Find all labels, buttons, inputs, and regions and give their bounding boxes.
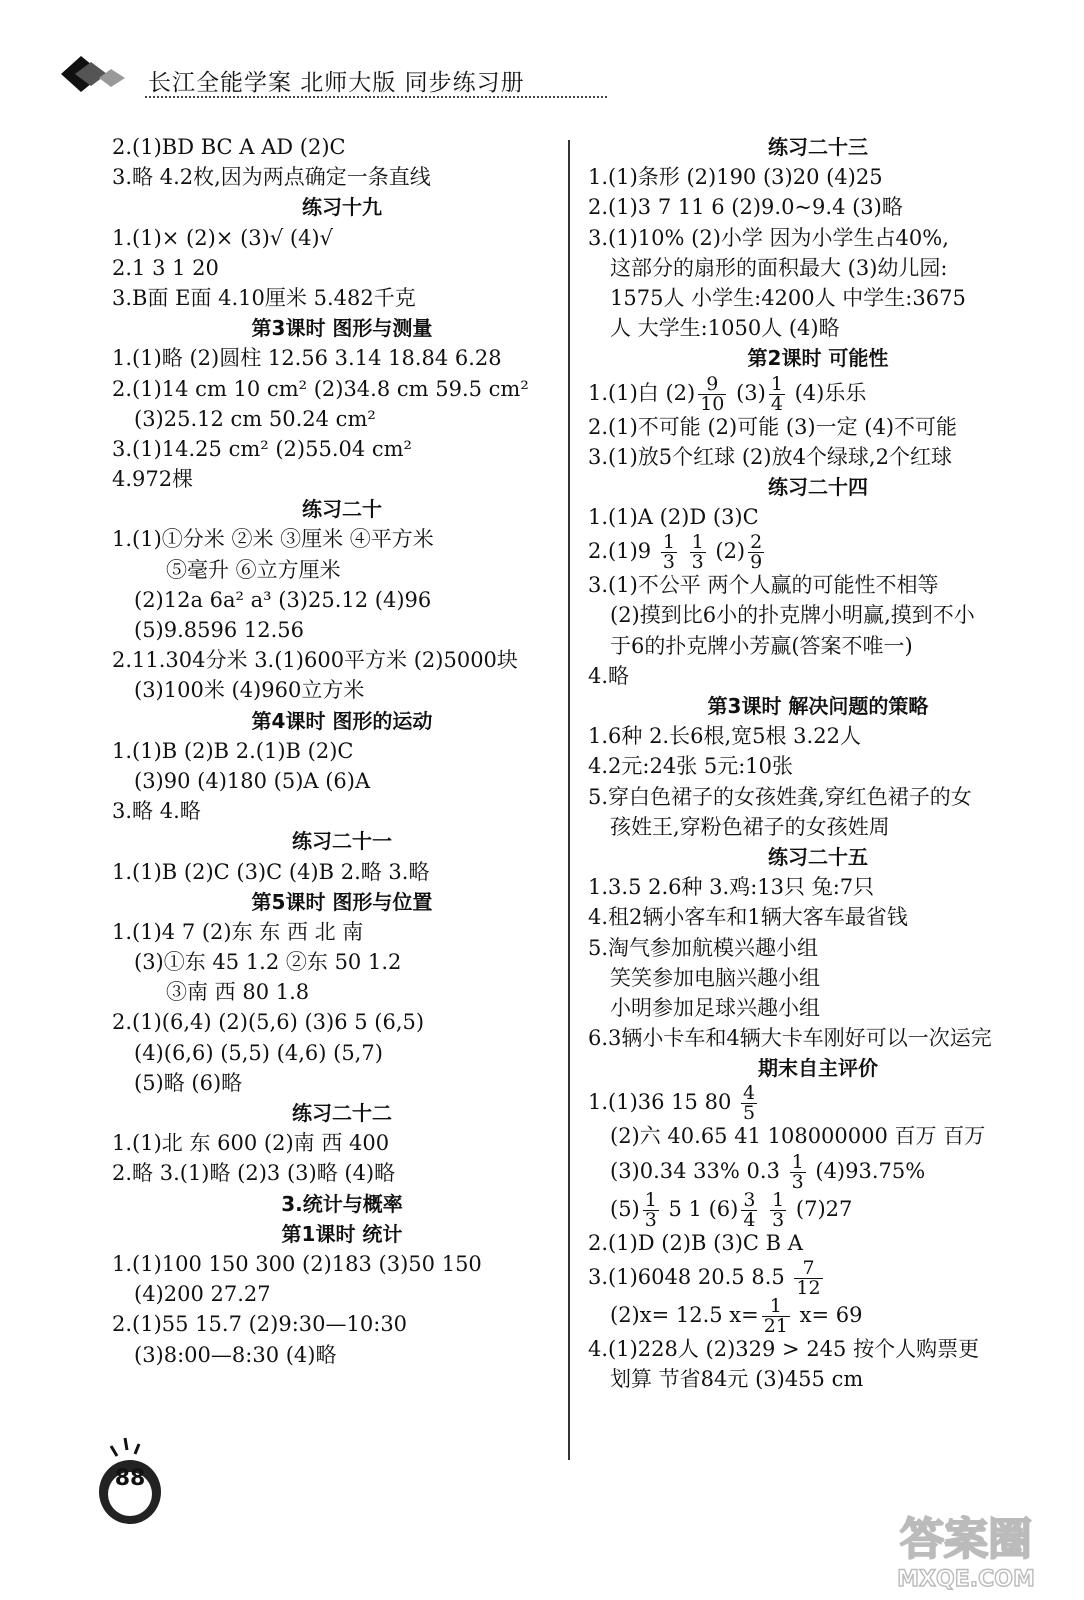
section-title: 练习二十 [302, 497, 382, 522]
column-divider [568, 140, 570, 1460]
answer-line: 3.(1)14.25 cm² (2)55.04 cm² [112, 436, 412, 461]
fraction-denominator: 21 [763, 1314, 788, 1337]
answer-line: 6.3辆小卡车和4辆大卡车刚好可以一次运完 [588, 1026, 992, 1051]
answer-text: 1.(1)36 15 80 [588, 1090, 738, 1115]
section-title: 第4课时 图形的运动 [251, 708, 433, 733]
answer-line: 2.(1)3 7 11 6 (2)9.0~9.4 (3)略 [588, 195, 903, 220]
answer-line: 2.(1)(6,4) (2)(5,6) (3)6 5 (6,5) [112, 1010, 425, 1035]
fraction-numerator: 2 [750, 531, 763, 554]
book-logo-icon [55, 52, 141, 96]
answer-text: (2)x= 12.5 x= [610, 1302, 759, 1327]
watermark-logo [866, 1502, 1066, 1592]
answer-line: 4.略 [588, 663, 630, 688]
answer-line: 4.972棵 [112, 467, 194, 492]
section-title: 练习二十三 [768, 135, 868, 159]
answer-text: (5) [610, 1196, 640, 1221]
answer-line: 2.略 3.(1)略 (2)3 (3)略 (4)略 [112, 1161, 396, 1186]
section-title: 第3课时 解决问题的策略 [707, 694, 929, 718]
answer-line: 1.(1)A (2)D (3)C [588, 505, 759, 530]
answer-line: (3)①东 45 1.2 ②东 50 1.2 [134, 950, 402, 975]
fraction-numerator: 1 [691, 531, 704, 554]
fraction [770, 1188, 786, 1231]
fraction [741, 1188, 757, 1231]
answer-line: 1.(1)B (2)C (3)C (4)B 2.略 3.略 [112, 859, 430, 884]
answer-line: 1.(1)B (2)B 2.(1)B (2)C [112, 738, 354, 763]
fraction [762, 1294, 790, 1337]
answer-text: 2.(1)9 [588, 539, 658, 564]
answer-line: 1.(1)北 东 600 (2)南 西 400 [112, 1131, 390, 1156]
fraction-denominator: 3 [772, 1208, 785, 1231]
fraction-numerator: 9 [698, 375, 726, 395]
answer-text: (4)93.75% [808, 1158, 926, 1183]
answer-text: (7)27 [789, 1196, 853, 1221]
header-rule [145, 96, 607, 98]
answer-line: 2.(1)14 cm 10 cm² (2)34.8 cm 59.5 cm² [112, 376, 529, 401]
answer-line: 3.略 4.略 [112, 799, 201, 824]
answer-line: 1.(1)× (2)× (3)√ (4)√ [112, 225, 334, 250]
answer-text: 1.(1)白 (2) [588, 380, 696, 405]
fraction-denominator: 3 [791, 1170, 804, 1193]
section-title: 期末自主评价 [758, 1056, 878, 1081]
fraction-denominator: 12 [796, 1276, 821, 1299]
page-number: 88 [114, 1466, 146, 1491]
answer-line: (2)摸到比6小的扑克牌小明赢,摸到不小 [610, 603, 975, 628]
fraction [643, 1188, 659, 1231]
answer-line: 人 大学生:1050人 (4)略 [610, 316, 840, 341]
answer-text: 5 1 (6) [661, 1196, 739, 1221]
answer-line: (3)8:00—8:30 (4)略 [134, 1342, 337, 1367]
fraction [790, 1150, 806, 1193]
section-title: 3.统计与概率 [281, 1191, 403, 1216]
section-title: 练习二十一 [292, 829, 392, 854]
answer-line: (3)25.12 cm 50.24 cm² [134, 406, 376, 431]
answer-text: 3.(1)6048 20.5 8.5 [588, 1264, 792, 1289]
watermark-top-text: 答案圈 [900, 1514, 1032, 1565]
fraction-numerator: 7 [794, 1259, 822, 1279]
section-title: 第1课时 统计 [281, 1221, 403, 1246]
fraction-numerator: 1 [791, 1150, 804, 1173]
answer-line: 1.3.5 2.6种 3.鸡:13只 兔:7只 [588, 875, 875, 900]
answer-line: 这部分的扇形的面积最大 (3)幼儿园: [610, 255, 948, 280]
section-title: 第3课时 图形与测量 [251, 316, 433, 341]
fraction-denominator: 10 [700, 392, 725, 415]
section-title: 第2课时 可能性 [747, 346, 889, 371]
answer-line: 1.(1)100 150 300 (2)183 (3)50 150 [112, 1251, 482, 1276]
answer-line: 4.租2辆小客车和1辆大客车最省钱 [588, 905, 908, 930]
fraction-numerator: 4 [742, 1082, 756, 1105]
answer-text: (2) [708, 539, 746, 564]
answer-line [588, 1294, 1048, 1337]
answer-line: (3)90 (4)180 (5)A (6)A [134, 768, 371, 793]
fraction-numerator: 1 [770, 372, 783, 395]
answer-line: (5)略 (6)略 [134, 1070, 243, 1095]
watermark-bottom-text: MXQE.COM [897, 1567, 1035, 1592]
answer-line: 1.(1)①分米 ②米 ③厘米 ④平方米 [112, 527, 434, 552]
fraction [698, 372, 726, 415]
answer-line [588, 1188, 1048, 1231]
answer-text: (3)0.34 33% 0.3̇ [610, 1158, 787, 1183]
answer-line [588, 1082, 1048, 1125]
answer-line: ⑤毫升 ⑥立方厘米 [166, 557, 341, 582]
left-answer-column [112, 132, 572, 1370]
fraction [748, 533, 764, 572]
section-title: 练习十九 [302, 195, 382, 220]
answer-line: 2.(1)D (2)B (3)C B A [588, 1230, 803, 1255]
answer-line: (5)9.8596 12.56 [134, 618, 305, 642]
fraction-denominator: 4 [743, 1208, 756, 1231]
answer-text: (4)乐乐 [787, 380, 867, 405]
answer-line: 3.(1)10% (2)小学 因为小学生占40%, [588, 225, 949, 250]
fraction-denominator: 3 [691, 551, 704, 574]
answer-line: 1.6种 2.长6根,宽5根 3.22人 [588, 724, 861, 749]
fraction-numerator: 1 [772, 1188, 785, 1211]
answer-line: 2.(1)BD BC A AD (2)C [112, 135, 346, 159]
answer-text [760, 1197, 767, 1221]
fraction [690, 533, 706, 572]
section-title: 练习二十四 [768, 474, 868, 499]
answer-line: 小明参加足球兴趣小组 [610, 995, 820, 1020]
fraction-numerator: 1 [762, 1297, 790, 1317]
answer-line: (2)六 40.65 41 108000000 百万 百万 [610, 1124, 986, 1149]
fraction-denominator: 3 [662, 551, 675, 574]
fraction-denominator: 3 [644, 1208, 657, 1231]
answer-line: 3.(1)放5个红球 (2)放4个绿球,2个红球 [588, 444, 952, 469]
answer-line: 2.(1)55 15.7 (2)9:30—10:30 [112, 1312, 408, 1337]
answer-line [588, 372, 1048, 415]
fraction [794, 1256, 822, 1299]
fraction-denominator: 5 [742, 1102, 756, 1125]
answer-line: 1575人 小学生:4200人 中学生:3675 [610, 285, 966, 310]
fraction [741, 1084, 757, 1123]
answer-line: 5.淘气参加航模兴趣小组 [588, 935, 819, 960]
answer-line: (3)100米 (4)960立方米 [134, 678, 365, 703]
answer-line: (4)(6,6) (5,5) (4,6) (5,7) [134, 1040, 383, 1065]
answer-line: 2.11.304分米 3.(1)600平方米 (2)5000块 [112, 648, 518, 673]
header-title: 长江全能学案 北师大版 同步练习册 [148, 70, 525, 96]
answer-text: (3) [729, 380, 766, 405]
answer-line [588, 531, 1048, 574]
answer-text: x= 69 [792, 1302, 863, 1327]
answer-line: 3.B面 E面 4.10厘米 5.482千克 [112, 285, 416, 310]
answer-line: 2.(1)不可能 (2)可能 (3)一定 (4)不可能 [588, 414, 958, 439]
answer-line: 1.(1)4 7 (2)东 东 西 北 南 [112, 919, 364, 944]
fraction-numerator: 3 [743, 1188, 756, 1211]
answer-line: (2)12a 6a² a³ (3)25.12 (4)96 [134, 587, 432, 612]
answer-line: (4)200 27.27 [134, 1282, 271, 1307]
answer-line: 5.穿白色裙子的女孩姓龚,穿红色裙子的女 [588, 784, 972, 809]
fraction [661, 533, 677, 572]
answer-line: 划算 节省84元 (3)455 cm [610, 1367, 864, 1391]
fraction [769, 372, 785, 415]
section-title: 练习二十五 [768, 844, 868, 869]
answer-line: 4.(1)228人 (2)329 > 245 按个人购票更 [588, 1336, 980, 1361]
answer-line: 孩姓王,穿粉色裙子的女孩姓周 [610, 814, 890, 839]
page-header [55, 48, 555, 108]
answer-line: ③南 西 80 1.8 [166, 980, 310, 1005]
section-title: 第5课时 图形与位置 [251, 889, 433, 914]
answer-line: 2.1 3 1 20 [112, 255, 219, 280]
answer-line [588, 1256, 1048, 1299]
answer-line [588, 1150, 1048, 1193]
fraction-numerator: 1 [662, 531, 675, 554]
answer-line: 4.2元:24张 5元:10张 [588, 754, 794, 779]
right-answer-column [588, 132, 1048, 1394]
fraction-numerator: 1 [644, 1188, 657, 1211]
fraction-denominator: 4 [770, 392, 783, 415]
answer-line: 1.(1)略 (2)圆柱 12.56 3.14 18.84 6.28 [112, 346, 502, 371]
answer-line: 于6的扑克牌小芳赢(答案不唯一) [610, 633, 913, 658]
answer-line: 3.(1)不公平 两个人赢的可能性不相等 [588, 573, 939, 598]
answer-line: 1.(1)条形 (2)190 (3)20 (4)25 [588, 165, 883, 190]
fraction-denominator: 9 [750, 551, 763, 574]
answer-line: 笑笑参加电脑兴趣小组 [610, 965, 820, 990]
section-title: 练习二十二 [292, 1101, 392, 1125]
answer-line: 3.略 4.2枚,因为两点确定一条直线 [112, 165, 431, 190]
